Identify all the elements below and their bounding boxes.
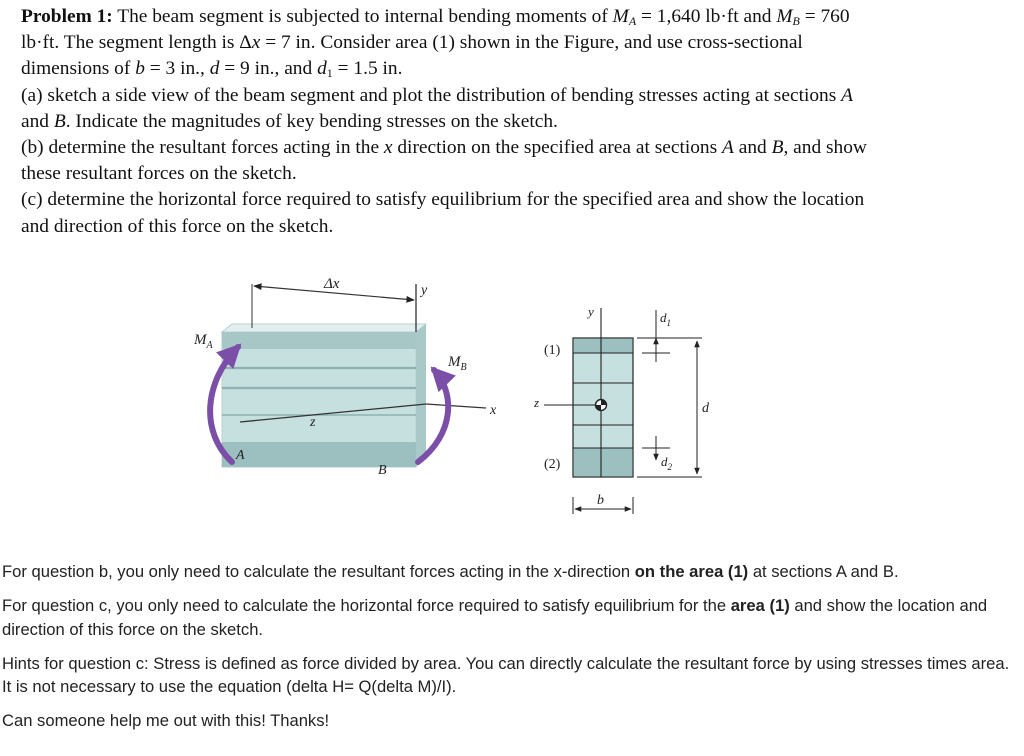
problem-intro (21, 4, 881, 83)
intro-text: The beam segment is subjected to internal bending moments of (112, 6, 613, 27)
cs-area-2 (573, 448, 633, 477)
x-axis-label: x (490, 403, 497, 418)
x-symbol: x (251, 32, 261, 54)
cs-d1-label: $d_1$ (660, 310, 671, 328)
ma-subscript: A (628, 14, 637, 28)
section-a-label: A (236, 448, 245, 463)
cs-area-1 (573, 338, 633, 353)
area-2-label: (2) (544, 457, 561, 472)
x-axis-line (426, 404, 486, 408)
d-symbol: d (209, 58, 220, 80)
section-b-label: B (378, 463, 387, 478)
ma-symbol: M (612, 6, 629, 27)
note-hint: Hints for question c: Stress is defined as force divided by area. You can directly calculate the resultant force by using stresses times area. It is not necessary to use the equation (delta H= Q(delta M)/I). (2, 653, 1010, 696)
cross-section (544, 308, 633, 477)
d1-symbol: d (317, 58, 327, 80)
beam-side-face (416, 324, 426, 467)
intro-text-2: = 7 in. Consider area (1) shown in the Figure, and use cross-sectional dimensions of (21, 32, 803, 80)
beam-top-face (222, 324, 426, 332)
part-a: (a) sketch a side view of the beam segment and plot the distribution of bending stresses acting at sections A and B. Indicate the magnitudes of key bending stresses on the sketch. (21, 84, 853, 132)
problem-statement (21, 4, 881, 240)
ma-value: = 1,640 lb·ft and (636, 6, 772, 27)
beam-figure (180, 262, 740, 522)
note-question-c: For question c, you only need to calculate the horizontal force required to satisfy equilibrium for the area (1) and show the location and direction of this force on the sketch. (2, 596, 988, 639)
b-symbol: b (135, 58, 145, 80)
cs-b-label: b (597, 493, 604, 508)
ma-label: $M_A$ (194, 332, 213, 351)
d1-value: = 1.5 in. (332, 58, 403, 80)
mb-value: = 760 lb·ft. The segment length is Δ (21, 6, 850, 54)
problem-title: Problem 1: (21, 6, 113, 27)
dx-label: Δx (324, 276, 340, 292)
d-value: = 9 in., and (219, 58, 318, 80)
b-value: = 3 in., (144, 58, 210, 80)
mb-symbol: M (776, 6, 793, 27)
part-c: (c) determine the horizontal force required to satisfy equilibrium for the specified area and show the location and direction of this force on the sketch. (21, 189, 865, 237)
z-axis-label: z (310, 415, 316, 430)
part-b: (b) determine the resultant forces acting in the x direction on the specified area at sections A and B, and show these resultant forces on the sketch. (21, 137, 867, 185)
note-ask: Can someone help me out with this! Thanks! (2, 711, 330, 730)
cs-d2-label: $d_2$ (661, 454, 672, 472)
mb-subscript: B (792, 14, 800, 28)
area-1-label: (1) (544, 343, 561, 358)
mb-label: $M_B$ (448, 354, 467, 373)
beam-band-bottom (222, 442, 416, 467)
notes (2, 560, 1012, 743)
cs-d-label: d (702, 401, 709, 416)
y-axis-label: y (421, 283, 428, 298)
d1-subscript: 1 (326, 66, 333, 81)
beam-band-top (222, 332, 416, 349)
note-question-b: For question b, you only need to calculate the resultant forces acting in the x-direction on the area (1) at sections A and B. (2, 562, 899, 581)
beam-block (222, 324, 426, 467)
cs-y-label: y (588, 304, 594, 319)
cs-z-label: z (534, 395, 540, 410)
